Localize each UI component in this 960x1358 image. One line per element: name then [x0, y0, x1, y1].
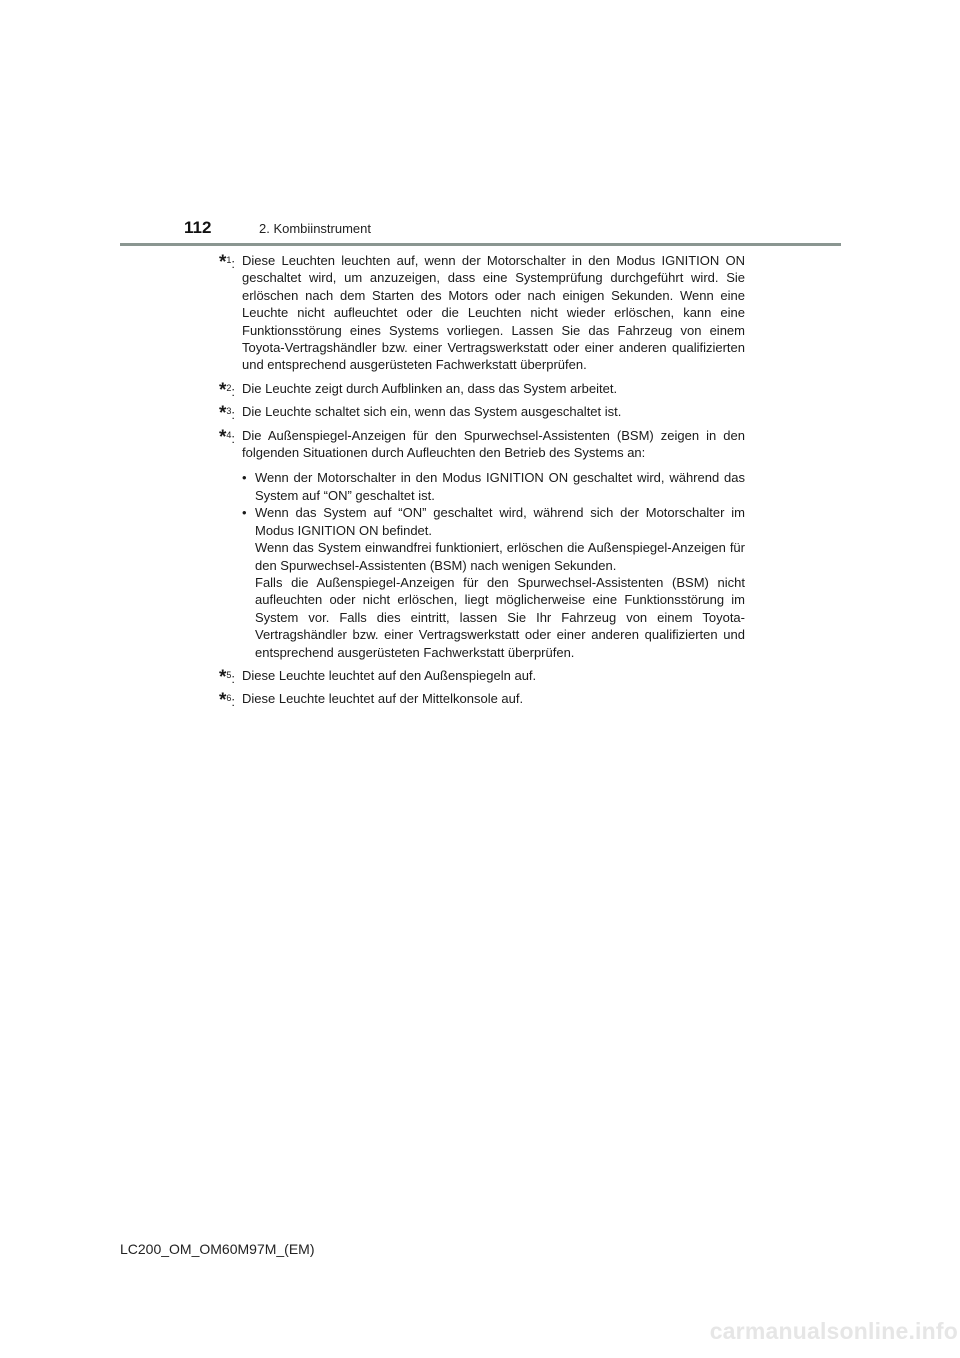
footnote-star-icon: *: [219, 252, 227, 273]
footnote-text: Die Außenspiegel-Anzeigen für den Spurwechsel-Assistenten (BSM) zeigen in den folgenden Situationen durch Aufleuchten den Betrieb des Systems an:: [242, 427, 745, 461]
footnote-colon: :: [231, 430, 236, 446]
footnote-marker: [219, 427, 235, 447]
watermark: carmanualsonline.info: [709, 1318, 958, 1344]
footnote-colon: :: [231, 383, 236, 399]
footnote-number: 5: [226, 669, 232, 680]
footnote-marker: [219, 667, 235, 687]
footnote-colon: :: [231, 670, 236, 686]
footnotes-section: [219, 252, 745, 714]
footnote-star-icon: *: [219, 690, 227, 712]
footnote-number: 6: [226, 693, 232, 704]
footnote-5: [219, 666, 745, 688]
list-item: [242, 469, 745, 504]
section-title: 2. Kombiinstrument: [259, 221, 371, 236]
footnote-marker: [219, 690, 235, 710]
footnote-star-icon: *: [219, 666, 227, 688]
list-item-text: Wenn das System auf “ON” geschaltet wird, während sich der Motorschalter im Modus IGNITION ON befindet.: [255, 505, 745, 538]
footnote-text: Die Leuchte schaltet sich ein, wenn das System ausgeschaltet ist.: [242, 404, 622, 420]
footnote-number: 1: [226, 255, 232, 265]
page-number: 112: [184, 218, 212, 237]
footnote-star-icon: *: [219, 403, 227, 425]
footnote-star-icon: *: [219, 379, 227, 401]
footnote-2: [219, 379, 745, 401]
footnote-text: Die Leuchte zeigt durch Aufblinken an, dass das System arbeitet.: [242, 380, 618, 396]
document-code: LC200_OM_OM60M97M_(EM): [120, 1241, 315, 1257]
footnote-marker: [219, 403, 235, 423]
list-item: [242, 504, 745, 661]
footnote-colon: :: [231, 256, 236, 271]
footnote-number: 4: [226, 429, 232, 440]
footnote-text: Diese Leuchte leuchtet auf den Außenspiegeln auf.: [242, 667, 537, 683]
footnote-number: 2: [226, 382, 232, 393]
footnote-marker: [219, 380, 235, 400]
footnote-1: [219, 252, 745, 374]
footnote-colon: :: [231, 694, 236, 710]
list-item-text: Wenn der Motorschalter in den Modus IGNITION ON geschaltet wird, während das System auf “ON” geschaltet ist.: [255, 470, 745, 503]
bullet-list: [242, 469, 745, 660]
footnote-star-icon: *: [219, 426, 227, 448]
footnote-marker: [219, 252, 235, 272]
list-item-text: Falls die Außenspiegel-Anzeigen für den Spurwechsel-Assistenten (BSM) nicht aufleuchten oder nicht erlöschen, liegt möglicherweise eine Funktionsstörung im System vor. Falls dies eintritt, lassen Sie Ihr Fahrzeug von einem Toyota-Vertragshändler bzw. einer Vertragswerkstatt oder einer anderen qualifizierten und entsprechend ausgerüsteten Fachwerkstatt überprüfen.: [255, 574, 745, 660]
bullet-icon: •: [242, 505, 247, 521]
header-divider: [120, 243, 841, 246]
list-item-text: Wenn das System einwandfrei funktioniert, erlöschen die Außenspiegel-Anzeigen für den Spurwechsel-Assistenten (BSM) nach wenigen Sekunden.: [255, 540, 745, 573]
footnote-4: [219, 427, 745, 661]
bullet-icon: •: [242, 470, 247, 486]
footnote-text: Diese Leuchte leuchtet auf der Mittelkonsole auf.: [242, 691, 524, 707]
footnote-colon: :: [231, 407, 236, 423]
footnote-text: Diese Leuchten leuchten auf, wenn der Motorschalter in den Modus IGNITION ON geschaltet wird, um anzuzeigen, dass eine Systemprüfung durchgeführt wird. Sie erlöschen nach dem Starten des Motors oder nach einigen Sekunden. Wenn eine Leuchte nicht aufleuchtet oder die Leuchten nicht wieder erlöschen, kann eine Funktionsstörung eines Systems vorliegen. Lassen Sie das Fahrzeug von einem Toyota-Vertragshändler bzw. einer Vertragswerkstatt oder einer anderen qualifizierten und entsprechend ausgerüsteten Fachwerkstatt überprüfen.: [242, 253, 745, 373]
footnote-3: [219, 403, 745, 425]
footnote-6: [219, 690, 745, 712]
footnote-number: 3: [226, 406, 232, 417]
